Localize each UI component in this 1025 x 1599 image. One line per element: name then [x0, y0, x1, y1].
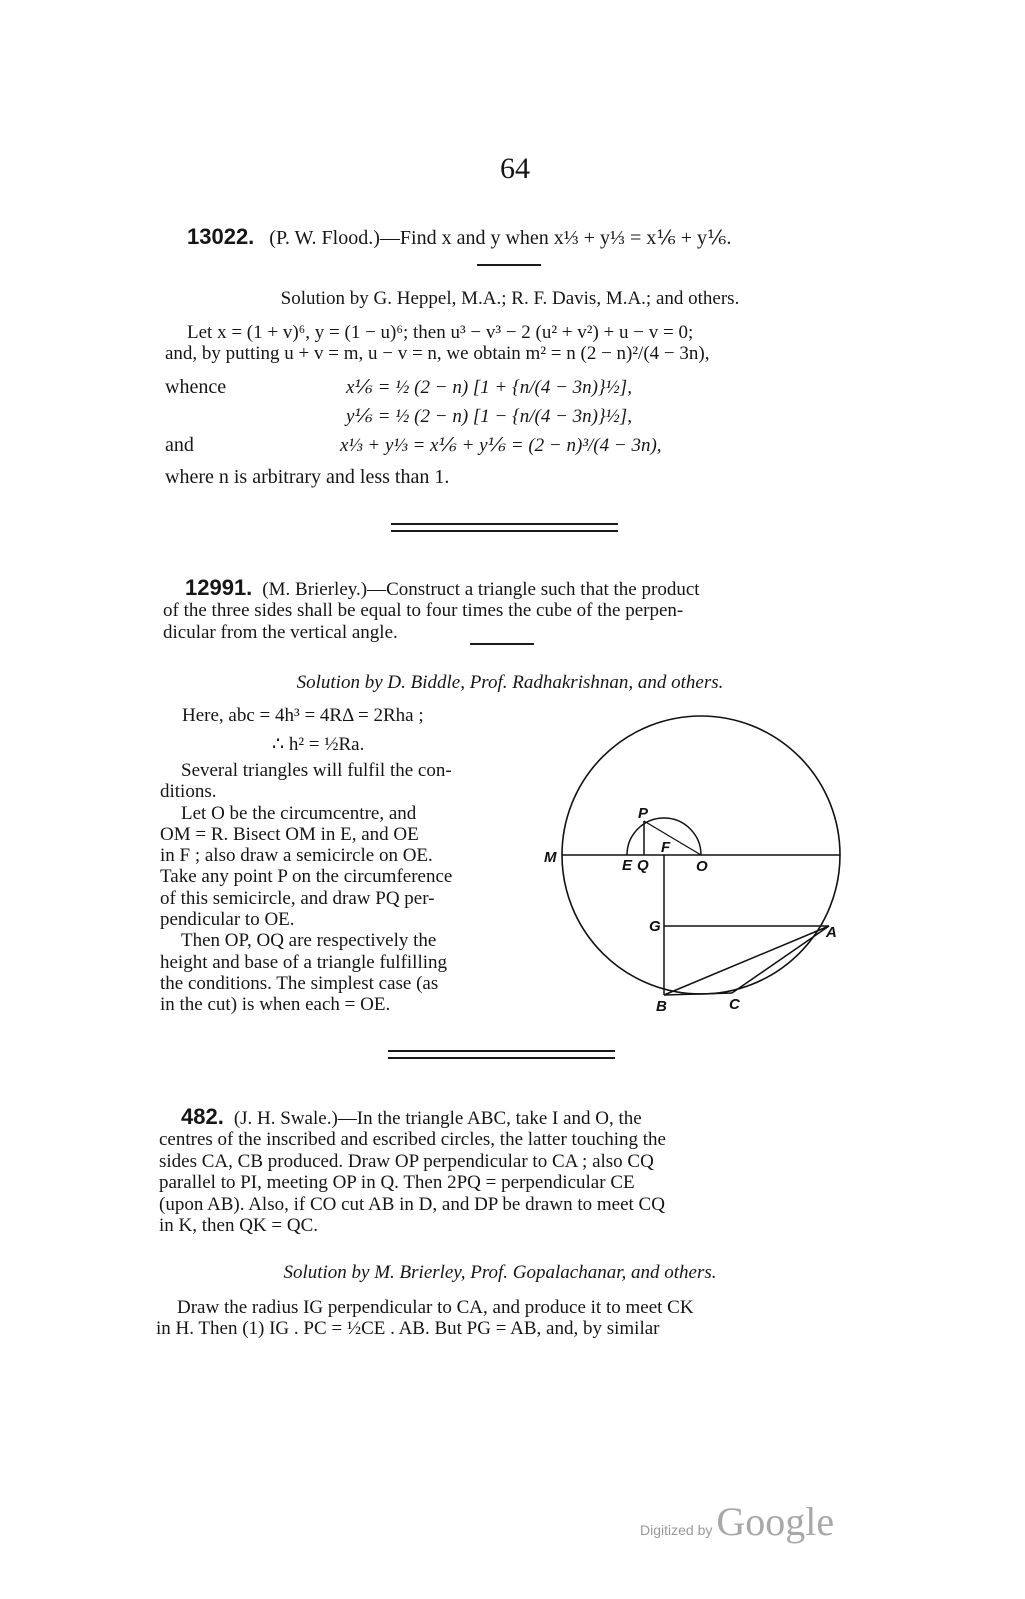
section-divider	[388, 1050, 615, 1059]
text-line: sides CA, CB produced. Draw OP perpendicular to CA ; also CQ	[159, 1150, 654, 1172]
text-line: where n is arbitrary and less than 1.	[165, 466, 450, 488]
equation-y: y⅙ = ½ (2 − n) [1 − {n/(4 − 3n)}½],	[346, 406, 632, 427]
text-line: in H. Then (1) IG . PC = ½CE . AB. But PG = AB, and, by similar	[156, 1318, 660, 1340]
text-line: (upon AB). Also, if CO cut AB in D, and DP be drawn to meet CQ	[159, 1193, 665, 1215]
section-divider	[391, 523, 618, 532]
label-f: F	[661, 839, 671, 856]
text-line: Let x = (1 + v)⁶, y = (1 − u)⁶; then u³ − v³ − 2 (u² + v²) + u − v = 0;	[187, 322, 694, 343]
question-number: 12991.	[185, 575, 253, 600]
text-line	[163, 577, 849, 600]
solution-body	[165, 322, 848, 365]
text-line: in the cut) is when each = OE.	[160, 994, 391, 1016]
text-line: Let O be the circumcentre, and	[181, 802, 417, 824]
solution-body	[156, 1297, 846, 1340]
question-number: 13022.	[187, 224, 255, 249]
solution-credit: Solution by G. Heppel, M.A.; R. F. Davis, M.A.; and others.	[280, 288, 740, 309]
po-line	[644, 821, 701, 855]
label-p: P	[638, 805, 649, 822]
question-number: 482.	[181, 1104, 224, 1129]
label-c: C	[729, 996, 740, 1013]
text-line: dicular from the vertical angle.	[163, 621, 398, 643]
text-line: the conditions. The simplest case (as	[160, 972, 439, 994]
label-q: Q	[637, 857, 649, 874]
solution-credit: Solution by D. Biddle, Prof. Radhakrishnan, and others.	[296, 672, 724, 693]
watermark-logo-text: Google	[716, 1499, 835, 1544]
geometry-figure	[540, 700, 850, 1020]
label-m: M	[544, 849, 557, 866]
label-e: E	[622, 857, 633, 874]
solution-credit: Solution by M. Brierley, Prof. Gopalachanar, and others.	[283, 1262, 717, 1283]
text-line: Several triangles will fulfil the con-	[181, 760, 452, 781]
watermark-small-text: Digitized by	[640, 1522, 713, 1538]
text-line: of the three sides shall be equal to four times the cube of the perpen-	[163, 600, 684, 622]
solution-body	[160, 760, 517, 1016]
text-line	[159, 1106, 845, 1129]
text-line: and, by putting u + v = m, u − v = n, we obtain m² = n (2 − n)²/(4 − 3n),	[165, 343, 710, 365]
text-line: Then OP, OQ are respectively the	[181, 930, 437, 952]
page-number: 64	[500, 152, 530, 185]
equation-x: x⅙ = ½ (2 − n) [1 + {n/(4 − 3n)}½],	[346, 377, 632, 398]
text-line: pendicular to OE.	[160, 909, 295, 931]
question-statement: (P. W. Flood.)—Find x and y when x⅓ + y⅓ = x⅙ + y⅙.	[269, 227, 732, 249]
text-line: ditions.	[160, 781, 217, 803]
text-line: centres of the inscribed and escribed circles, the latter touching the	[159, 1129, 666, 1151]
equation-sum: x⅓ + y⅓ = x⅙ + y⅙ = (2 − n)³/(4 − 3n),	[340, 435, 662, 456]
label-g: G	[649, 918, 661, 935]
short-rule	[470, 643, 534, 645]
digitized-watermark	[640, 1498, 834, 1545]
text-line: of this semicircle, and draw PQ per-	[160, 887, 435, 909]
question-482	[159, 1106, 845, 1236]
text-line: Draw the radius IG perpendicular to CA, and produce it to meet CK	[177, 1297, 694, 1318]
label-o: O	[696, 858, 708, 875]
and-label: and	[165, 434, 194, 456]
question-text: (M. Brierley.)—Construct a triangle such that the product	[262, 579, 700, 600]
short-rule	[477, 264, 541, 266]
text-line: in F ; also draw a semicircle on OE.	[160, 845, 433, 867]
question-13022-header	[187, 226, 731, 249]
whence-label: whence	[165, 376, 227, 398]
text-line: in K, then QK = QC.	[159, 1215, 319, 1237]
question-12991	[163, 577, 849, 643]
ca-line	[732, 926, 829, 993]
equation-line: ∴ h² = ½Ra.	[272, 734, 365, 755]
equation-line: Here, abc = 4h³ = 4RΔ = 2Rha ;	[182, 705, 424, 726]
label-b: B	[656, 998, 667, 1015]
text-line: parallel to PI, meeting OP in Q. Then 2PQ = perpendicular CE	[159, 1172, 635, 1194]
text-line: OM = R. Bisect OM in E, and OE	[160, 823, 419, 845]
text-line: height and base of a triangle fulfilling	[160, 951, 448, 973]
label-a: A	[826, 924, 837, 941]
ba-line	[664, 926, 829, 995]
bc-line	[664, 993, 732, 995]
question-text: (J. H. Swale.)—In the triangle ABC, take I and O, the	[233, 1108, 642, 1129]
text-line: Take any point P on the circumference	[160, 866, 453, 888]
